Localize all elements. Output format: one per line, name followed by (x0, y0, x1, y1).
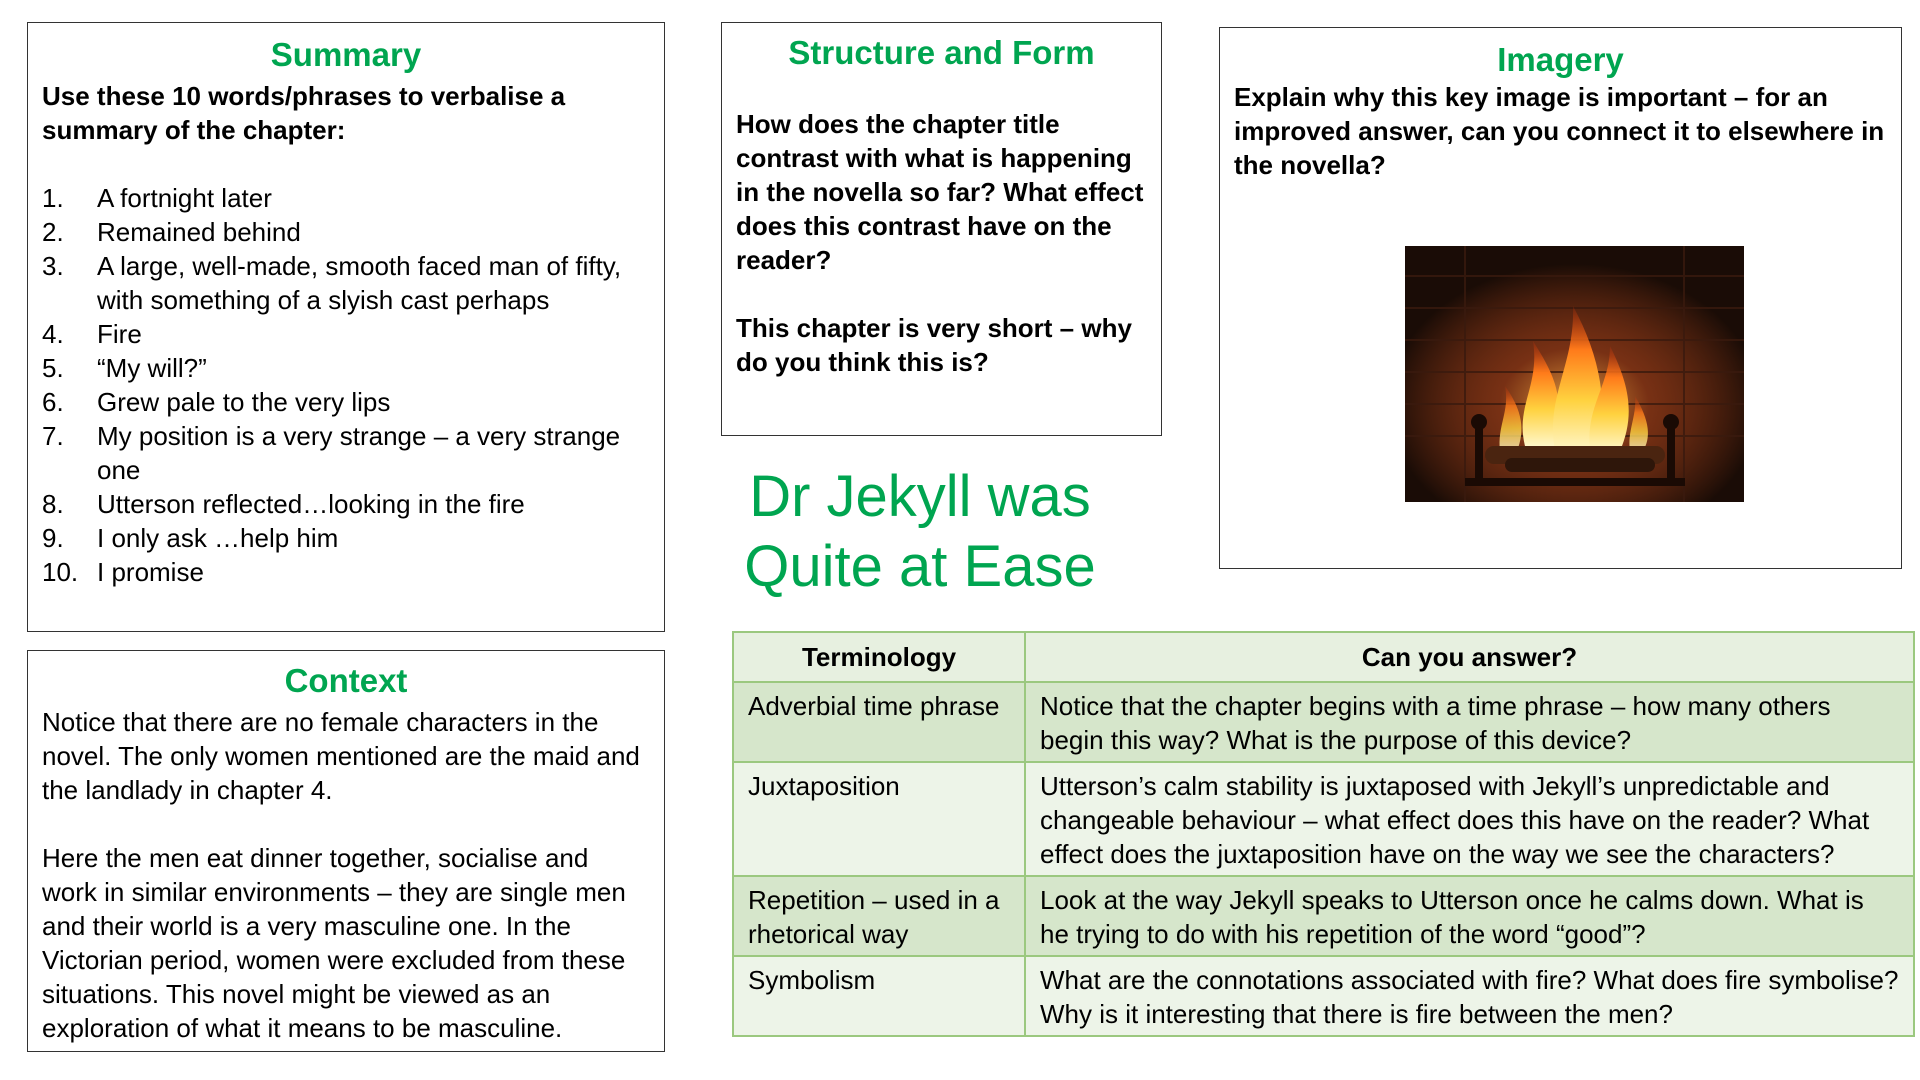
imagery-prompt: Explain why this key image is important – for an improved answer, can you connect it to elsewhere in the novella? (1234, 82, 1885, 180)
list-item: 4. Fire (42, 319, 142, 349)
imagery-panel (1219, 27, 1902, 569)
terminology-table (732, 631, 1915, 1037)
list-item: 5. “My will?” (42, 353, 207, 383)
context-panel (27, 650, 665, 1052)
summary-panel (27, 22, 665, 632)
question-cell: Utterson’s calm stability is juxtaposed with Jekyll’s unpredictable and changeable behaviour – what effect does this have on the reader? What effect does the juxtaposition have on the way we see the characters? (1025, 762, 1914, 876)
context-paragraph-1: Notice that there are no female characters in the novel. The only women mentioned are the maid and the landlady in chapter 4. (42, 707, 640, 805)
fireplace-image (1405, 246, 1744, 502)
list-item: 7. My position is a very strange – a very strange one (42, 421, 621, 485)
table-row (733, 682, 1914, 762)
header-terminology: Terminology (733, 632, 1025, 682)
structure-question-2: This chapter is very short – why do you think this is? (736, 313, 1132, 377)
list-item: 1. A fortnight later (42, 183, 272, 213)
term-cell: Juxtaposition (733, 762, 1025, 876)
imagery-title: Imagery (1497, 41, 1624, 78)
structure-question-1: How does the chapter title contrast with what is happening in the novella so far? What effect does this contrast have on the reader? (736, 109, 1144, 275)
term-cell: Symbolism (733, 956, 1025, 1036)
summary-instruction: Use these 10 words/phrases to verbalise a summary of the chapter: (42, 81, 566, 145)
question-cell: What are the connotations associated with fire? What does fire symbolise? Why is it interesting that there is fire between the men? (1025, 956, 1914, 1036)
chapter-title (720, 462, 1120, 602)
question-cell: Notice that the chapter begins with a time phrase – how many others begin this way? What is the purpose of this device? (1025, 682, 1914, 762)
summary-list (42, 181, 650, 589)
list-item: 3. A large, well-made, smooth faced man of fifty, with something of a slyish cast perhaps (42, 251, 622, 315)
term-cell: Repetition – used in a rhetorical way (733, 876, 1025, 956)
structure-title: Structure and Form (788, 34, 1095, 71)
table-row (733, 956, 1914, 1036)
table-row (733, 876, 1914, 956)
term-cell: Adverbial time phrase (733, 682, 1025, 762)
context-paragraph-2: Here the men eat dinner together, socialise and work in similar environments – they are single men and their world is a very masculine one. In the Victorian period, women were excluded from these situations. This novel might be viewed as an exploration of what it means to be masculine. (42, 843, 626, 1043)
summary-title: Summary (270, 36, 422, 73)
structure-panel (721, 22, 1162, 436)
list-item: 9. I only ask …help him (42, 523, 339, 553)
context-title: Context (284, 662, 408, 699)
list-item: 2. Remained behind (42, 217, 301, 247)
table-row (733, 762, 1914, 876)
list-item: 8. Utterson reflected…looking in the fire (42, 489, 525, 519)
header-can-you-answer: Can you answer? (1025, 632, 1914, 682)
chapter-title-line-1: Dr Jekyll was (749, 464, 1091, 529)
table-header-row (733, 632, 1914, 682)
question-cell: Look at the way Jekyll speaks to Utterson once he calms down. What is he trying to do with his repetition of the word “good”? (1025, 876, 1914, 956)
chapter-title-line-2: Quite at Ease (744, 534, 1096, 599)
list-item: 10. I promise (42, 557, 204, 587)
list-item: 6. Grew pale to the very lips (42, 387, 391, 417)
